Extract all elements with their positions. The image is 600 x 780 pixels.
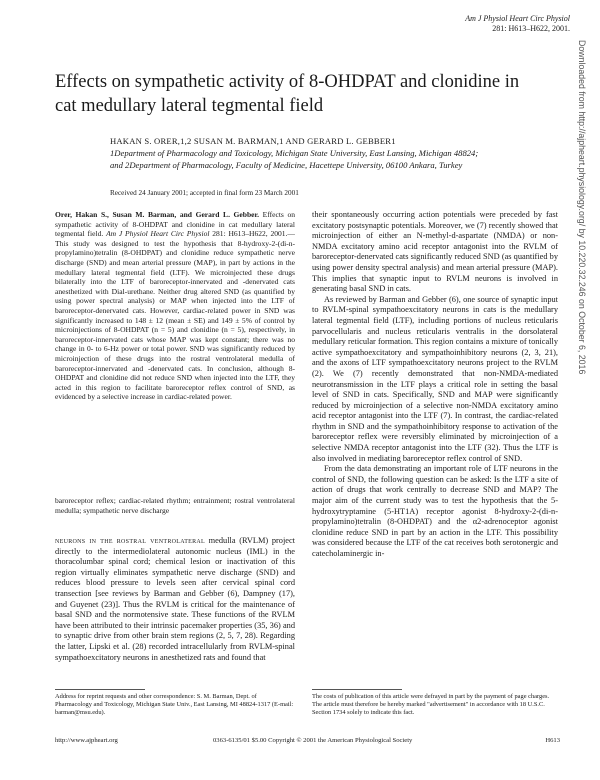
keywords: baroreceptor reflex; cardiac-related rhythm; entrainment; rostral ventrolateral medulla; sympathetic nerve discharge (55, 496, 295, 515)
paragraph-2: As reviewed by Barman and Gebber (6), one source of synaptic input to RVLM-spinal sympathoexcitatory neurons in cats is the medullary lateral tegmental field (LTF), including portions of nucleus reticularis parvocellularis and nucleus reticularis ventralis in the dorsolateral medullary reticular formation. This region contains a mixture of tonically active sympathoexcitatory and sympathoinhibitory neurons (2, 3, 21), and the axons of LTF sympathoexcitatory neurons project to the RVLM (2). We (7) recently demonstrated that non-NMDA-mediated neurotransmission in the LTF plays a critical role in setting the basal level of SND in cats. Specifically, SND and MAP were significantly reduced by microinjection of a selective non-NMDA excitatory amino acid receptor antagonist into the LTF (7). In contrast, the cardiac-related rhythm in SND and the sympathoinhibitory response to activation of the baroreceptor reflex were reversibly eliminated by microinjection of a selective NMDA receptor antagonist into the LTF (32). Thus the LTF is also involved in mediating baroreceptor reflex control of SND. (312, 294, 558, 463)
journal-name: Am J Physiol Heart Circ Physiol (465, 14, 570, 23)
affiliations: 1Department of Pharmacology and Toxicology, Michigan State University, East Lansing, Michigan 48824; and 2Department of Pharmacology, Faculty of Medicine, Hacettepe University, 06100 Ankara, Turkey (110, 148, 479, 170)
footnote-rule-right (312, 689, 402, 690)
download-watermark (575, 40, 589, 740)
download-note[interactable]: Downloaded from http://ajpheart.physiology.org/ by 10.220.32.246 on October 6, 2016 (577, 40, 587, 375)
article-title: Effects on sympathetic activity of 8-OHDPAT and clonidine in cat medullary lateral tegmental field (55, 72, 520, 116)
paragraph-3: From the data demonstrating an important role of LTF neurons in the control of SND, the following question can be asked: Is the LTF a site of action of drugs that work centrally to decrease SND and MAP? The major aim of the current study was to test the hypothesis that the 5-hydroxytryptamine (5-HT1A) receptor agonist 8-hydroxy-2-(di-n-propylamino)tetralin (8-OHDPAT) and the α2-adrenoceptor agonist clonidine reduce SND in part by an action in the LTF. This possibility was considered because the LTF of the cat receives both serotonergic and catecholaminergic in- (312, 464, 558, 558)
abstract-journal: Am J Physiol Heart Circ Physiol (106, 229, 210, 239)
abstract (55, 210, 295, 402)
intro-lead: neurons in the rostral ventrolateral (55, 536, 206, 545)
abstract-title: Effects on sympathetic activity of 8-OHDPAT and clonidine in cat medullary lateral tegmental field. (55, 210, 295, 239)
footnote-rule-left (55, 689, 145, 690)
author-list: HAKAN S. ORER,1,2 SUSAN M. BARMAN,1 AND GERARD L. GEBBER1 (110, 136, 396, 146)
intro-body: medulla (RVLM) project directly to the intermediolateral autonomic nucleus (IML) in the thoracolumbar spinal cord; chemical lesion or inactivation of this region virtually eliminates sympathetic nerve discharge (SND) and reduces blood pressure to levels seen after cervical spinal cord transection [see reviews by Barman and Gebber (6), Dampney (17), and Guyenet (23)]. Thus the RVLM is critical for the maintenance of basal SND and the normotensive state. These functions of the RVLM have been attributed to their intrinsic pacemaker properties (35, 36) and to synaptic drive from other brain stem regions (2, 5, 7, 28). Regarding the latter, Lipski et al. (28) recorded intracellularly from RVLM-spinal sympathoexcitatory neurons in anesthetized rats and found that (55, 536, 295, 662)
received-dates: Received 24 January 2001; accepted in final form 23 March 2001 (110, 189, 299, 197)
journal-citation: 281: H613–H622, 2001. (492, 24, 570, 33)
paragraph-1: their spontaneously occurring action potentials were preceded by fast excitatory postsynaptic potentials. Moreover, we (7) recently showed that microinjection of either an N-methyl-d-aspartate (NMDA) or non-NMDA excitatory amino acid receptor antagonist into the RVLM of baroreceptor-denervated cats significantly reduced SND (as quantified by using power density spectral analysis) and mean arterial pressure (MAP). This implies that synaptic input to RVLM neurons is involved in generating basal SND in cats. (312, 210, 558, 294)
footnote-address: Address for reprint requests and other correspondence: S. M. Barman, Dept. of Pharmacology and Toxicology, Michigan State Univ., East Lansing, MI 48824-1317 (E-mail: barman@msu.edu). (55, 693, 294, 716)
introduction (55, 536, 295, 663)
page-number: H613 (545, 737, 560, 744)
abstract-body: 281: H613–H622, 2001.—This study was designed to test the hypothesis that 8-hydroxy-2-(di-n-propylamino)tetralin (8-OHDPAT) and clonidine reduce sympathetic nerve discharge (SND) and mean arterial pressure (MAP), in part by actions in the medullary lateral tegmental field (LTF). We microinjected these drugs bilaterally into the LTF of baroreceptor-innervated and -denervated cats anesthetized with Dial-urethane. Neither drug altered SND (as quantified by using power spectral analysis) or MAP when injected into the LTF of baroreceptor-denervated cats. However, cardiac-related power in SND was significantly increased to 148 ± 12 (mean ± SE) and 149 ± 5% of control by microinjections of 8-OHDPAT (n = 5) and clonidine (n = 5), respectively, in baroreceptor-innervated cats whose MAP was kept constant; there was no change in 0- to 6-Hz power or total power. SND was significantly reduced by microinjection of these drugs into the rostral ventrolateral medulla of baroreceptor-innervated and -denervated cats. In conclusion, although 8-OHDPAT and clonidine did not reduce SND when injected into the LTF, they acted in this region to facilitate baroreceptor reflex control of SND, as evidenced by a selective increase in cardiac-related power. (55, 229, 295, 402)
footnote-costs: The costs of publication of this article were defrayed in part by the payment of page charges. The article must therefore be hereby marked "advertisement" in accordance with 18 U.S.C. Section 1734 solely to indicate this fact. (312, 693, 550, 716)
abstract-authors: Orer, Hakan S., Susan M. Barman, and Gerard L. Gebber. (55, 210, 260, 219)
copyright-line: 0363-6135/01 $5.00 Copyright © 2001 the American Physiological Society (213, 737, 413, 744)
right-column (312, 210, 558, 560)
journal-header (465, 14, 570, 34)
journal-url-link[interactable]: http://www.ajpheart.org (55, 737, 118, 744)
